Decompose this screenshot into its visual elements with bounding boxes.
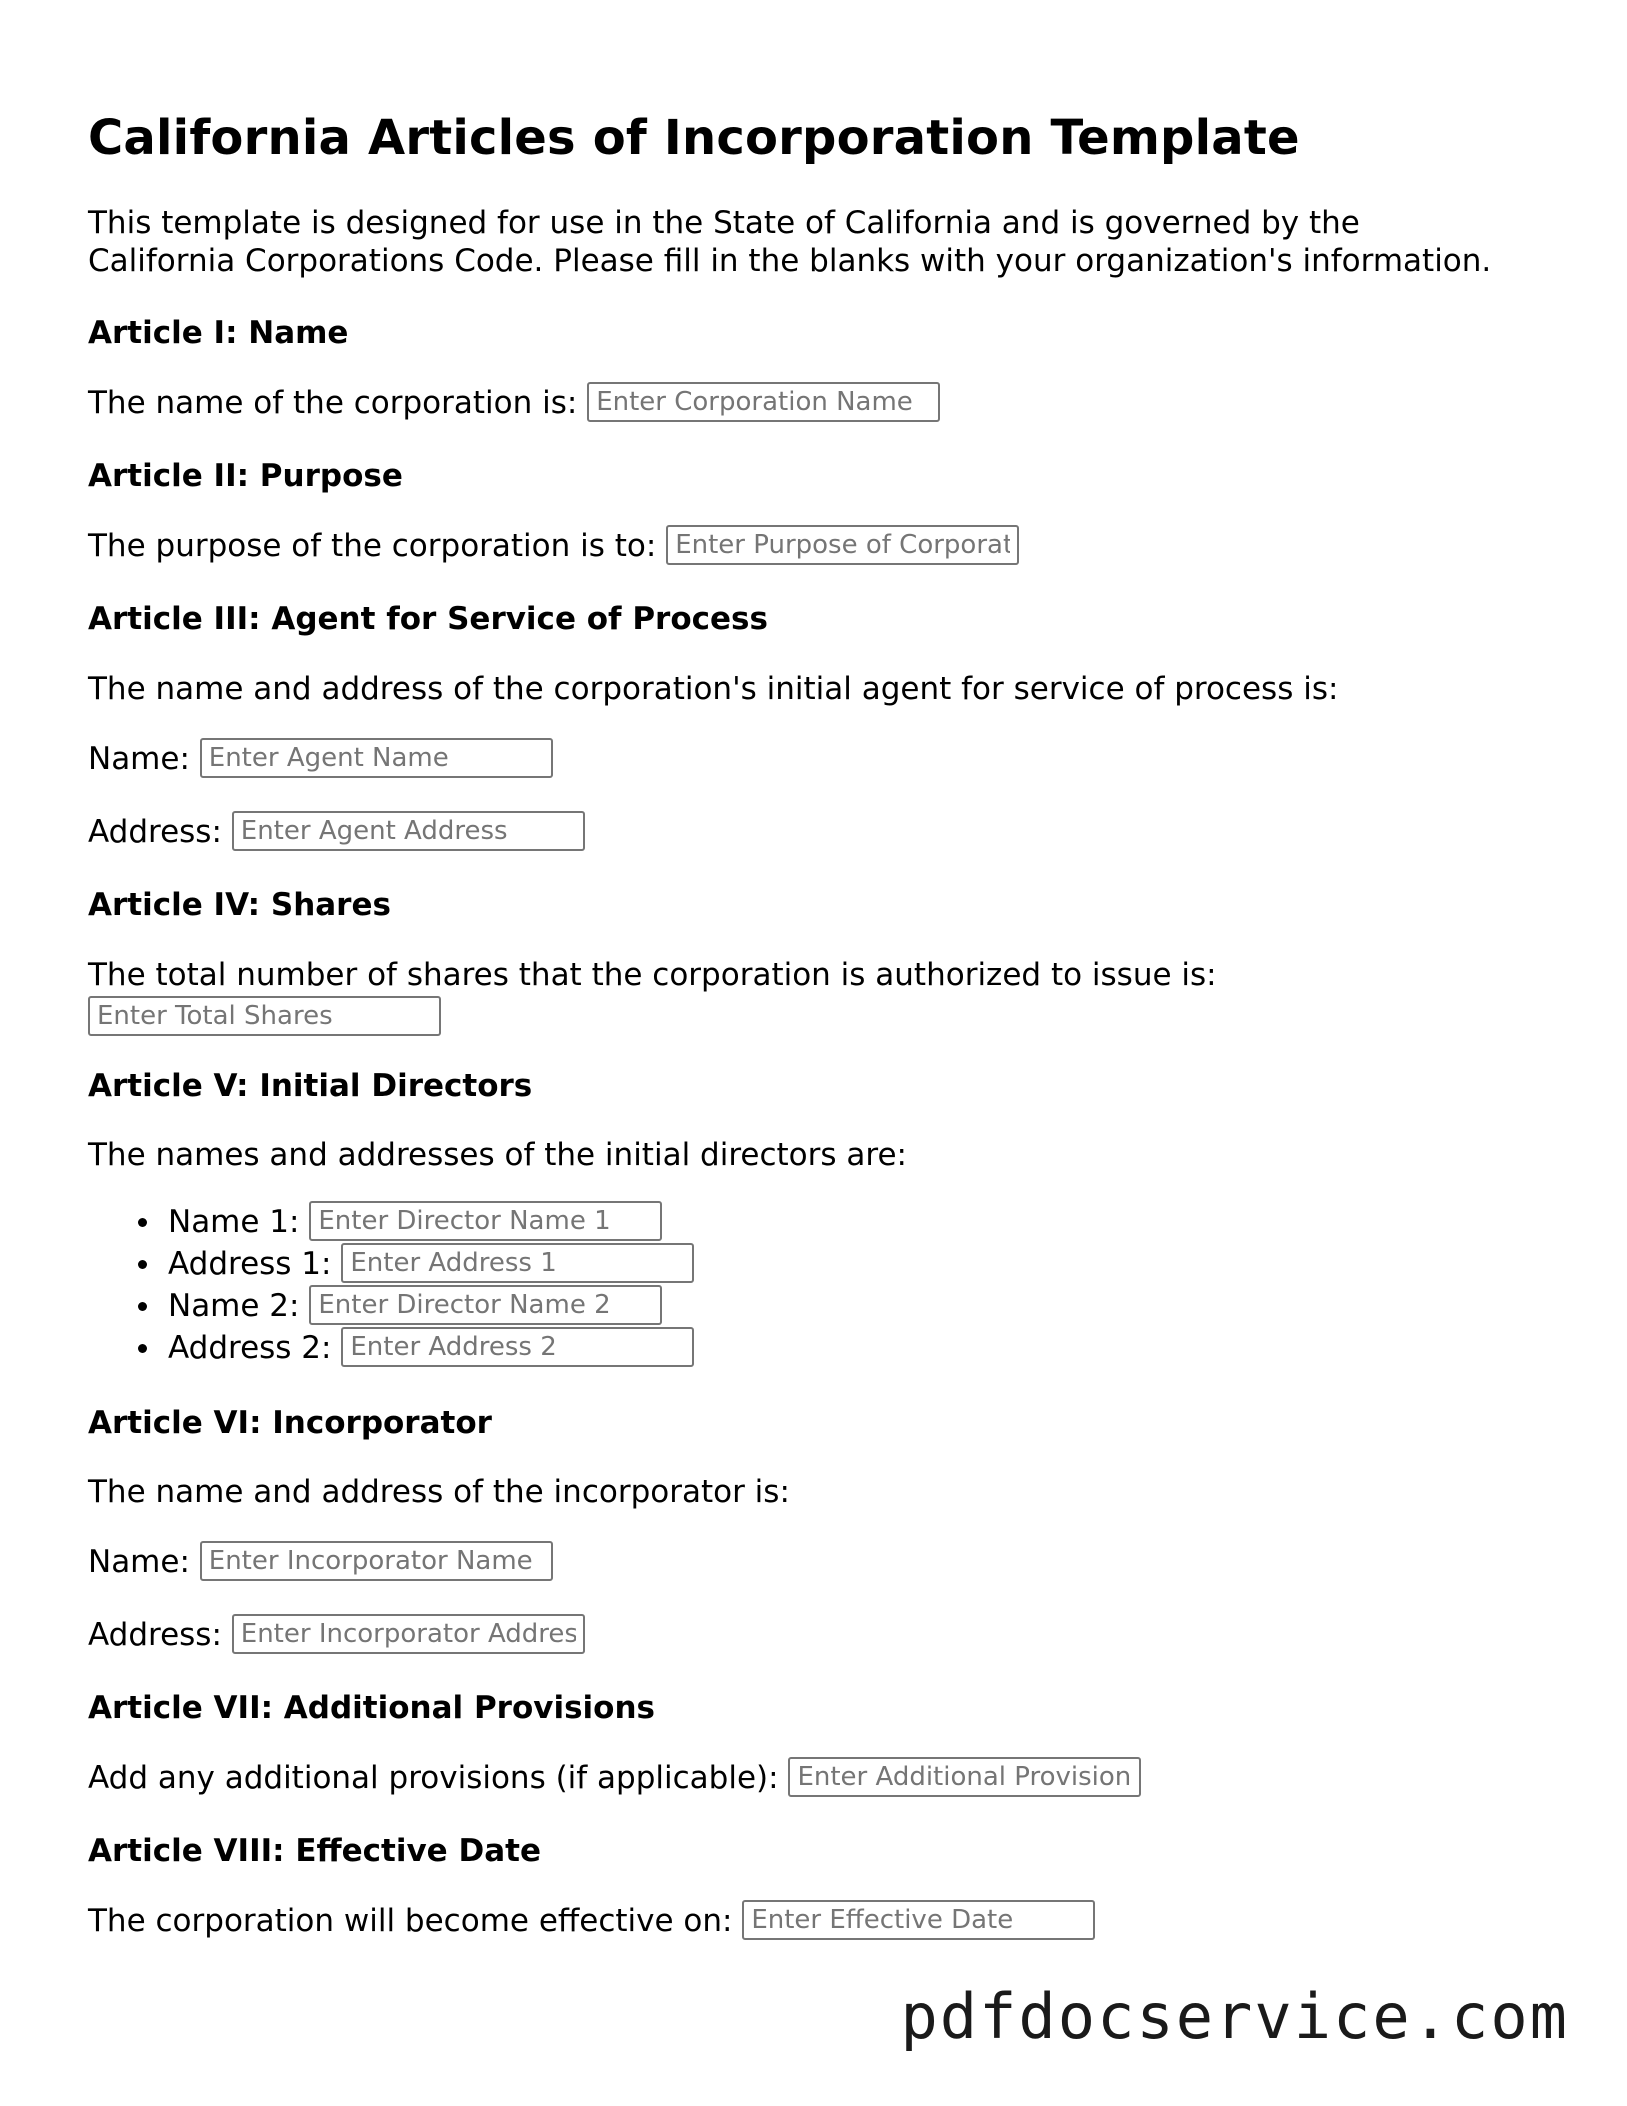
article-1-heading: Article I: Name xyxy=(88,315,349,351)
directors-description: The names and addresses of the initial directors are: xyxy=(88,1137,907,1173)
director-address-1-input[interactable] xyxy=(341,1243,694,1283)
director-name-1-input[interactable] xyxy=(309,1201,662,1241)
effective-date-label: The corporation will become effective on: xyxy=(88,1903,733,1939)
purpose-label: The purpose of the corporation is to: xyxy=(88,528,657,564)
purpose-input[interactable] xyxy=(666,525,1019,565)
effective-date-row xyxy=(88,1901,1095,1941)
page-title: California Articles of Incorporation Template xyxy=(88,110,1300,166)
provisions-row xyxy=(88,1758,1141,1798)
director-address-2-label: Address 2: xyxy=(168,1330,332,1366)
article-7-heading: Article VII: Additional Provisions xyxy=(88,1690,655,1726)
list-item xyxy=(168,1327,694,1369)
agent-name-label: Name: xyxy=(88,741,190,777)
agent-address-label: Address: xyxy=(88,814,222,850)
effective-date-input[interactable] xyxy=(742,1900,1095,1940)
incorporator-address-row xyxy=(88,1615,585,1655)
director-name-1-label: Name 1: xyxy=(168,1204,300,1240)
incorporator-name-row xyxy=(88,1542,553,1582)
article-8-heading: Article VIII: Effective Date xyxy=(88,1833,541,1869)
agent-description: The name and address of the corporation's initial agent for service of process is: xyxy=(88,671,1339,707)
article-6-heading: Article VI: Incorporator xyxy=(88,1405,492,1441)
article-4-heading: Article IV: Shares xyxy=(88,887,391,923)
intro-line-2: California Corporations Code. Please fill in the blanks with your organization's information. xyxy=(88,243,1492,279)
article-2-row xyxy=(88,526,1019,566)
total-shares-input[interactable] xyxy=(88,996,441,1036)
list-item xyxy=(168,1285,694,1327)
incorporator-address-input[interactable] xyxy=(232,1614,585,1654)
article-3-heading: Article III: Agent for Service of Process xyxy=(88,601,768,637)
provisions-label: Add any additional provisions (if applicable): xyxy=(88,1760,779,1796)
corporation-name-label: The name of the corporation is: xyxy=(88,385,578,421)
shares-description: The total number of shares that the corporation is authorized to issue is: xyxy=(88,957,1217,993)
agent-name-row xyxy=(88,739,553,779)
shares-row xyxy=(88,997,441,1037)
article-1-row xyxy=(88,383,940,423)
article-2-heading: Article II: Purpose xyxy=(88,458,403,494)
corporation-name-input[interactable] xyxy=(587,382,940,422)
incorporator-name-label: Name: xyxy=(88,1544,190,1580)
intro-paragraph xyxy=(88,204,1538,280)
article-5-heading: Article V: Initial Directors xyxy=(88,1068,533,1104)
incorporator-address-label: Address: xyxy=(88,1617,222,1653)
director-name-2-label: Name 2: xyxy=(168,1288,300,1324)
watermark-text: pdfdocservice.com xyxy=(900,1980,1569,2053)
incorporator-description: The name and address of the incorporator is: xyxy=(88,1474,790,1510)
list-item xyxy=(168,1201,694,1243)
agent-address-input[interactable] xyxy=(232,811,585,851)
intro-line-1: This template is designed for use in the State of California and is governed by the xyxy=(88,205,1360,241)
director-address-1-label: Address 1: xyxy=(168,1246,332,1282)
agent-name-input[interactable] xyxy=(200,738,553,778)
director-name-2-input[interactable] xyxy=(309,1285,662,1325)
director-address-2-input[interactable] xyxy=(341,1327,694,1367)
incorporator-name-input[interactable] xyxy=(200,1541,553,1581)
list-item xyxy=(168,1243,694,1285)
directors-list xyxy=(88,1201,694,1369)
agent-address-row xyxy=(88,812,585,852)
additional-provisions-input[interactable] xyxy=(788,1757,1141,1797)
